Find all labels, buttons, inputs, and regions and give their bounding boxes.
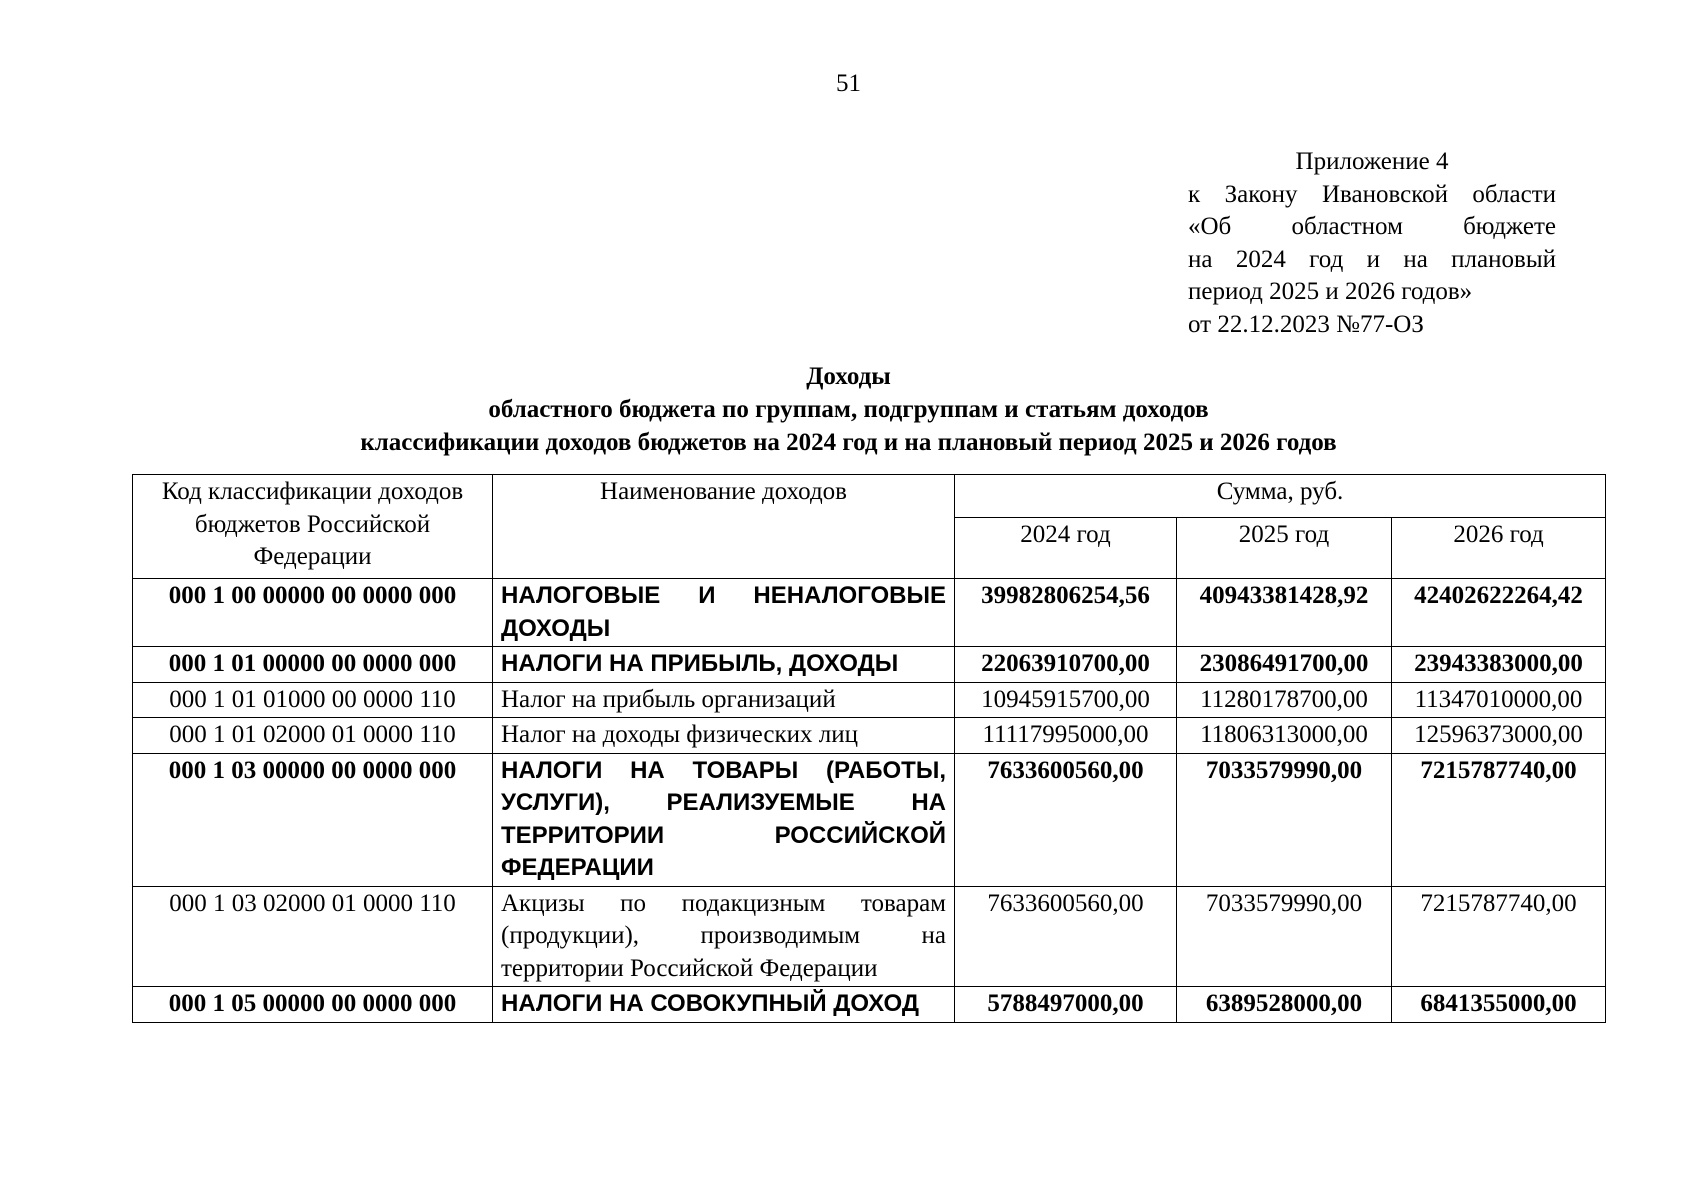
- page-number: 51: [836, 70, 861, 97]
- row-value-2025: 40943381428,92: [1177, 579, 1392, 647]
- row-value-2026: 23943383000,00: [1392, 647, 1606, 683]
- header-year-2026: 2026 год: [1392, 518, 1606, 579]
- row-value-2024: 7633600560,00: [955, 886, 1177, 987]
- row-value-2026: 12596373000,00: [1392, 718, 1606, 754]
- table-row: [133, 987, 1606, 1023]
- row-value-2024: 7633600560,00: [955, 753, 1177, 886]
- row-name: НАЛОГИ НА ПРИБЫЛЬ, ДОХОДЫ: [493, 647, 955, 683]
- row-code: 000 1 00 00000 00 0000 000: [133, 579, 493, 647]
- title-line: Доходы: [806, 363, 891, 390]
- row-value-2024: 39982806254,56: [955, 579, 1177, 647]
- row-value-2025: 7033579990,00: [1177, 753, 1392, 886]
- header-name: Наименование доходов: [493, 475, 955, 579]
- appendix-line: от 22.12.2023 №77-ОЗ: [1188, 310, 1424, 338]
- row-code: 000 1 05 00000 00 0000 000: [133, 987, 493, 1023]
- appendix-reference: [1188, 146, 1556, 341]
- row-name: НАЛОГИ НА СОВОКУПНЫЙ ДОХОД: [493, 987, 955, 1023]
- row-value-2024: 11117995000,00: [955, 718, 1177, 754]
- row-name: НАЛОГОВЫЕ И НЕНАЛОГОВЫЕ ДОХОДЫ: [493, 579, 955, 647]
- row-value-2025: 11806313000,00: [1177, 718, 1392, 754]
- row-value-2026: 6841355000,00: [1392, 987, 1606, 1023]
- row-code: 000 1 01 01000 00 0000 110: [133, 682, 493, 718]
- row-code: 000 1 01 00000 00 0000 000: [133, 647, 493, 683]
- row-value-2024: 22063910700,00: [955, 647, 1177, 683]
- appendix-line: к Закону Ивановской области: [1188, 180, 1556, 208]
- row-value-2024: 10945915700,00: [955, 682, 1177, 718]
- row-value-2026: 7215787740,00: [1392, 886, 1606, 987]
- table-row: [133, 579, 1606, 647]
- table-row: [133, 718, 1606, 754]
- row-name: Налог на прибыль организаций: [493, 682, 955, 718]
- revenue-table: [132, 474, 1606, 1023]
- appendix-line: «Об областном бюджете: [1188, 213, 1556, 240]
- row-code: 000 1 03 02000 01 0000 110: [133, 886, 493, 987]
- row-value-2025: 11280178700,00: [1177, 682, 1392, 718]
- title-line: классификации доходов бюджетов на 2024 год и на плановый период 2025 и 2026 годов: [360, 429, 1337, 456]
- row-name: Акцизы по подакцизным товарам (продукции), производимым на территории Российской Федерации: [493, 886, 955, 987]
- row-value-2026: 42402622264,42: [1392, 579, 1606, 647]
- table-row: [133, 647, 1606, 683]
- row-value-2025: 7033579990,00: [1177, 886, 1392, 987]
- table-row: [133, 886, 1606, 987]
- row-value-2025: 6389528000,00: [1177, 987, 1392, 1023]
- header-sum: Сумма, руб.: [955, 475, 1606, 518]
- document-title: [0, 360, 1697, 459]
- row-value-2025: 23086491700,00: [1177, 647, 1392, 683]
- header-year-2025: 2025 год: [1177, 518, 1392, 579]
- row-name: Налог на доходы физических лиц: [493, 718, 955, 754]
- row-value-2026: 7215787740,00: [1392, 753, 1606, 886]
- header-year-2024: 2024 год: [955, 518, 1177, 579]
- appendix-line: Приложение 4: [1295, 148, 1449, 175]
- row-value-2026: 11347010000,00: [1392, 682, 1606, 718]
- table-row: [133, 753, 1606, 886]
- appendix-line: на 2024 год и на плановый: [1188, 245, 1556, 273]
- appendix-line: период 2025 и 2026 годов»: [1188, 278, 1473, 305]
- header-code: Код классификации доходов бюджетов Российской Федерации: [133, 475, 493, 579]
- row-name: НАЛОГИ НА ТОВАРЫ (РАБОТЫ, УСЛУГИ), РЕАЛИЗУЕМЫЕ НА ТЕРРИТОРИИ РОССИЙСКОЙ ФЕДЕРАЦИИ: [493, 753, 955, 886]
- row-value-2024: 5788497000,00: [955, 987, 1177, 1023]
- row-code: 000 1 01 02000 01 0000 110: [133, 718, 493, 754]
- title-line: областного бюджета по группам, подгруппам и статьям доходов: [488, 396, 1209, 423]
- table-row: [133, 682, 1606, 718]
- row-code: 000 1 03 00000 00 0000 000: [133, 753, 493, 886]
